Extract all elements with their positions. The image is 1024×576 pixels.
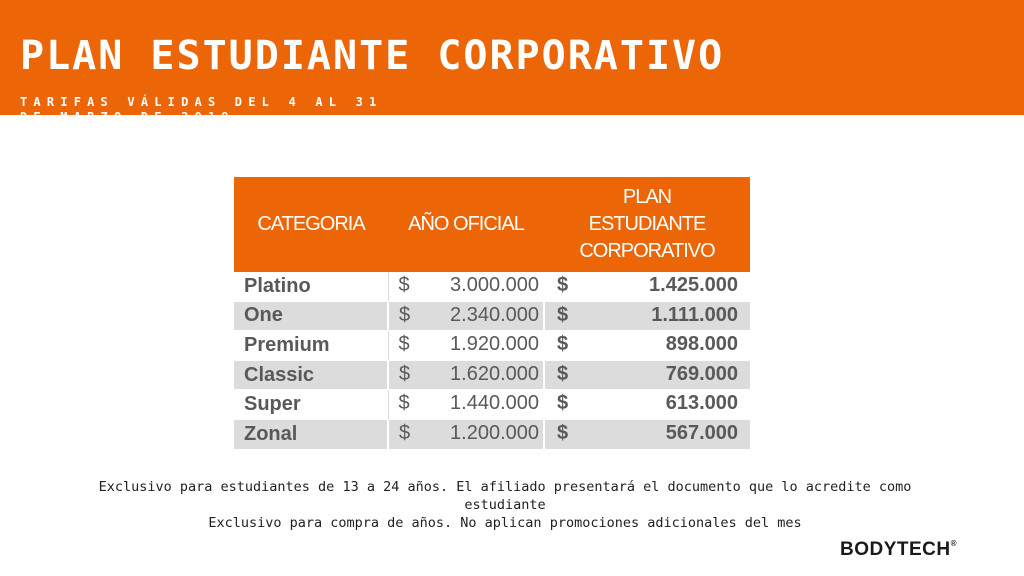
column-header-plan [544, 177, 750, 272]
rates-table [234, 177, 750, 450]
page-subtitle: TARIFAS VÁLIDAS DEL 4 AL 31 DE MARZO DE 2019 [20, 95, 383, 124]
cell-categoria: One [234, 301, 388, 331]
currency-symbol: $ [557, 333, 569, 356]
page-title: PLAN ESTUDIANTE CORPORATIVO [20, 33, 725, 79]
currency-symbol: $ [557, 303, 569, 326]
ano-oficial-amount: 1.920.000 [450, 333, 539, 356]
header-bar [0, 0, 1024, 124]
rates-table-body [234, 272, 750, 449]
currency-symbol: $ [399, 303, 411, 326]
table-row [234, 419, 750, 449]
plan-amount: 1.111.000 [651, 303, 738, 326]
column-header-categoria: CATEGORIA [234, 177, 388, 272]
ano-oficial-amount: 1.200.000 [450, 421, 539, 444]
cell-plan [544, 331, 750, 361]
cell-ano-oficial [388, 419, 544, 449]
cell-plan [544, 301, 750, 331]
table-row [234, 331, 750, 361]
table-header-row [234, 177, 750, 272]
cell-plan [544, 360, 750, 390]
plan-amount: 567.000 [665, 421, 738, 444]
cell-ano-oficial [388, 301, 544, 331]
cell-categoria: Zonal [234, 419, 388, 449]
ano-oficial-amount: 3.000.000 [450, 274, 539, 296]
plan-amount: 1.425.000 [649, 274, 738, 296]
plan-amount: 769.000 [665, 362, 738, 385]
cell-ano-oficial [388, 360, 544, 390]
column-header-plan-label: PLAN ESTUDIANTE CORPORATIVO [579, 186, 715, 262]
currency-symbol: $ [557, 392, 569, 415]
currency-symbol: $ [398, 333, 410, 356]
cell-plan [544, 272, 750, 301]
bodytech-logo [840, 539, 957, 561]
currency-symbol: $ [398, 392, 410, 415]
table-row [234, 360, 750, 390]
ano-oficial-amount: 1.440.000 [450, 392, 539, 415]
currency-symbol: $ [399, 362, 411, 385]
footer-note-eligibility: Exclusivo para estudiantes de 13 a 24 años. El afiliado presentará el documento que lo acredite como estudiante [98, 479, 912, 513]
currency-symbol: $ [557, 362, 569, 385]
cell-plan [544, 390, 750, 420]
footer-notes [60, 478, 950, 532]
plan-amount: 898.000 [665, 333, 738, 356]
table-row [234, 390, 750, 420]
ano-oficial-amount: 2.340.000 [450, 303, 539, 326]
cell-categoria: Platino [234, 272, 388, 301]
logo-text: BODYTECH [840, 539, 951, 560]
cell-ano-oficial [388, 272, 544, 301]
currency-symbol: $ [557, 274, 569, 296]
registered-mark: ® [950, 539, 958, 548]
currency-symbol: $ [557, 421, 569, 444]
column-header-ano-oficial: AÑO OFICIAL [388, 177, 544, 272]
currency-symbol: $ [399, 421, 411, 444]
cell-categoria: Classic [234, 360, 388, 390]
cell-categoria: Premium [234, 331, 388, 361]
cell-ano-oficial [388, 331, 544, 361]
ano-oficial-amount: 1.620.000 [450, 362, 539, 385]
footer-note-restrictions: Exclusivo para compra de años. No aplican promociones adicionales del mes [208, 515, 802, 531]
cell-ano-oficial [388, 390, 544, 420]
plan-amount: 613.000 [665, 392, 738, 415]
cell-plan [544, 419, 750, 449]
cell-categoria: Super [234, 390, 388, 420]
table-row [234, 272, 750, 301]
table-row [234, 301, 750, 331]
currency-symbol: $ [398, 274, 410, 296]
